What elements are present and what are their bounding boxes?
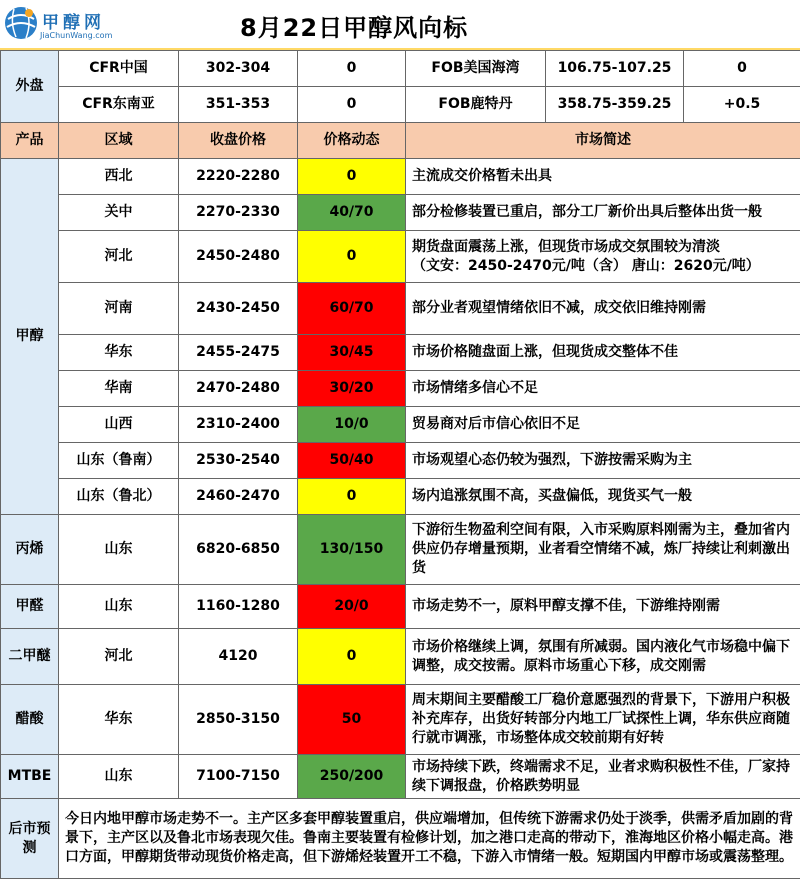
region-cell: 河北 bbox=[59, 629, 179, 685]
table-row bbox=[1, 195, 800, 231]
table-row bbox=[1, 371, 800, 407]
column-header-row bbox=[1, 123, 800, 159]
table-row bbox=[1, 629, 800, 685]
column-header-region: 区域 bbox=[59, 123, 179, 159]
region-cell: 山东 bbox=[59, 585, 179, 629]
external-price: 106.75-107.25 bbox=[546, 51, 684, 87]
region-cell: 西北 bbox=[59, 159, 179, 195]
product-label: 二甲醚 bbox=[1, 629, 59, 685]
region-cell: 河北 bbox=[59, 231, 179, 283]
price-cell: 2530-2540 bbox=[179, 443, 298, 479]
external-price: 351-353 bbox=[179, 87, 298, 123]
price-cell: 2470-2480 bbox=[179, 371, 298, 407]
region-cell: 华南 bbox=[59, 371, 179, 407]
region-cell: 山东 bbox=[59, 515, 179, 585]
dynamic-cell: 20/0 bbox=[298, 585, 406, 629]
external-change: 0 bbox=[298, 87, 406, 123]
dynamic-cell: 30/45 bbox=[298, 335, 406, 371]
region-cell: 关中 bbox=[59, 195, 179, 231]
product-label-methanol: 甲醇 bbox=[1, 159, 59, 515]
column-header-dynamic: 价格动态 bbox=[298, 123, 406, 159]
table-row bbox=[1, 231, 800, 283]
logo-text: 甲醇网 bbox=[42, 8, 105, 33]
dynamic-cell: 0 bbox=[298, 159, 406, 195]
summary-cell: 贸易商对后市信心依旧不足 bbox=[406, 407, 800, 443]
product-label: 醋酸 bbox=[1, 685, 59, 755]
price-cell: 2270-2330 bbox=[179, 195, 298, 231]
dynamic-cell: 0 bbox=[298, 231, 406, 283]
price-cell: 2310-2400 bbox=[179, 407, 298, 443]
table-row bbox=[1, 159, 800, 195]
price-cell: 2450-2480 bbox=[179, 231, 298, 283]
external-change: 0 bbox=[684, 51, 800, 87]
external-market: CFR中国 bbox=[59, 51, 179, 87]
dynamic-cell: 0 bbox=[298, 479, 406, 515]
forecast-text: 今日内地甲醇市场走势不一。主产区多套甲醇装置重启，供应端增加，但传统下游需求仍处于淡季，供需矛盾加剧的背景下，主产区以及鲁北市场表现欠佳。鲁南主要装置有检修计划，加之港口走高的带动下，淮海地区价格小幅走高。港口方面，甲醇期货带动现货价格走高，但下游烯烃装置开工不稳，下游入市情绪一般。短期国内甲醇市场或震荡整理。 bbox=[59, 799, 800, 879]
product-label: MTBE bbox=[1, 755, 59, 799]
price-table bbox=[0, 50, 800, 879]
price-cell: 2430-2450 bbox=[179, 283, 298, 335]
external-row bbox=[1, 51, 800, 87]
table-row bbox=[1, 479, 800, 515]
price-cell: 4120 bbox=[179, 629, 298, 685]
summary-cell: 部分检修装置已重启，部分工厂新价出具后整体出货一般 bbox=[406, 195, 800, 231]
page-title: 8月22日甲醇风向标 bbox=[240, 8, 468, 43]
external-market: CFR东南亚 bbox=[59, 87, 179, 123]
summary-cell: 市场持续下跌，终端需求不足，业者求购积极性不佳，厂家持续下调报盘，价格跌势明显 bbox=[406, 755, 800, 799]
column-header-product: 产品 bbox=[1, 123, 59, 159]
dynamic-cell: 250/200 bbox=[298, 755, 406, 799]
external-price: 358.75-359.25 bbox=[546, 87, 684, 123]
external-price: 302-304 bbox=[179, 51, 298, 87]
external-row bbox=[1, 87, 800, 123]
region-cell: 华东 bbox=[59, 335, 179, 371]
region-cell: 山西 bbox=[59, 407, 179, 443]
table-row bbox=[1, 755, 800, 799]
summary-cell: 市场观望心态仍较为强烈，下游按需采购为主 bbox=[406, 443, 800, 479]
price-cell: 2850-3150 bbox=[179, 685, 298, 755]
table-row bbox=[1, 335, 800, 371]
column-header-price: 收盘价格 bbox=[179, 123, 298, 159]
dynamic-cell: 60/70 bbox=[298, 283, 406, 335]
price-cell: 2460-2470 bbox=[179, 479, 298, 515]
dynamic-cell: 30/20 bbox=[298, 371, 406, 407]
price-cell: 2455-2475 bbox=[179, 335, 298, 371]
summary-cell: 主流成交价格暂未出具 bbox=[406, 159, 800, 195]
dynamic-cell: 10/0 bbox=[298, 407, 406, 443]
table-row bbox=[1, 515, 800, 585]
price-cell: 6820-6850 bbox=[179, 515, 298, 585]
summary-cell: 部分业者观望情绪依旧不减，成交依旧维持刚需 bbox=[406, 283, 800, 335]
table-row bbox=[1, 685, 800, 755]
summary-cell bbox=[406, 231, 800, 283]
external-market: FOB鹿特丹 bbox=[406, 87, 546, 123]
dynamic-cell: 130/150 bbox=[298, 515, 406, 585]
summary-line: （文安：2450-2470元/吨（含） 唐山：2620元/吨） bbox=[412, 257, 794, 276]
forecast-row bbox=[1, 799, 800, 879]
price-cell: 7100-7150 bbox=[179, 755, 298, 799]
region-cell: 河南 bbox=[59, 283, 179, 335]
external-market: FOB美国海湾 bbox=[406, 51, 546, 87]
region-cell: 山东 bbox=[59, 755, 179, 799]
price-cell: 1160-1280 bbox=[179, 585, 298, 629]
product-label: 甲醛 bbox=[1, 585, 59, 629]
region-cell: 山东（鲁南） bbox=[59, 443, 179, 479]
summary-cell: 场内追涨氛围不高，买盘偏低，现货买气一般 bbox=[406, 479, 800, 515]
summary-cell: 市场走势不一，原料甲醇支撑不佳，下游维持刚需 bbox=[406, 585, 800, 629]
price-cell: 2220-2280 bbox=[179, 159, 298, 195]
dynamic-cell: 50/40 bbox=[298, 443, 406, 479]
table-row bbox=[1, 585, 800, 629]
header-bar bbox=[0, 0, 800, 50]
summary-cell: 下游衍生物盈利空间有限，入市采购原料刚需为主，叠加省内供应仍存增量预期，业者看空情绪不减，炼厂持续让利刺激出货 bbox=[406, 515, 800, 585]
external-change: +0.5 bbox=[684, 87, 800, 123]
region-cell: 山东（鲁北） bbox=[59, 479, 179, 515]
summary-cell: 市场价格随盘面上涨，但现货成交整体不佳 bbox=[406, 335, 800, 371]
product-label: 丙烯 bbox=[1, 515, 59, 585]
external-change: 0 bbox=[298, 51, 406, 87]
table-row bbox=[1, 407, 800, 443]
column-header-summary: 市场简述 bbox=[406, 123, 800, 159]
summary-cell: 市场情绪多信心不足 bbox=[406, 371, 800, 407]
table-row bbox=[1, 443, 800, 479]
external-label: 外盘 bbox=[1, 51, 59, 123]
logo-globe-icon bbox=[2, 3, 40, 41]
table-row bbox=[1, 283, 800, 335]
summary-line: 期货盘面震荡上涨，但现货市场成交氛围较为清淡 bbox=[412, 238, 794, 257]
forecast-label: 后市预测 bbox=[1, 799, 59, 879]
dynamic-cell: 40/70 bbox=[298, 195, 406, 231]
region-cell: 华东 bbox=[59, 685, 179, 755]
logo-subtext: JiaChunWang.com bbox=[40, 31, 112, 40]
dynamic-cell: 50 bbox=[298, 685, 406, 755]
dynamic-cell: 0 bbox=[298, 629, 406, 685]
logo bbox=[2, 3, 122, 45]
summary-cell: 市场价格继续上调，氛围有所减弱。国内液化气市场稳中偏下调整，成交按需。原料市场重心下移，成交刚需 bbox=[406, 629, 800, 685]
summary-cell: 周末期间主要醋酸工厂稳价意愿强烈的背景下，下游用户积极补充库存，出货好转部分内地工厂试探性上调，华东供应商随行就市调涨，市场整体成交较前期有好转 bbox=[406, 685, 800, 755]
